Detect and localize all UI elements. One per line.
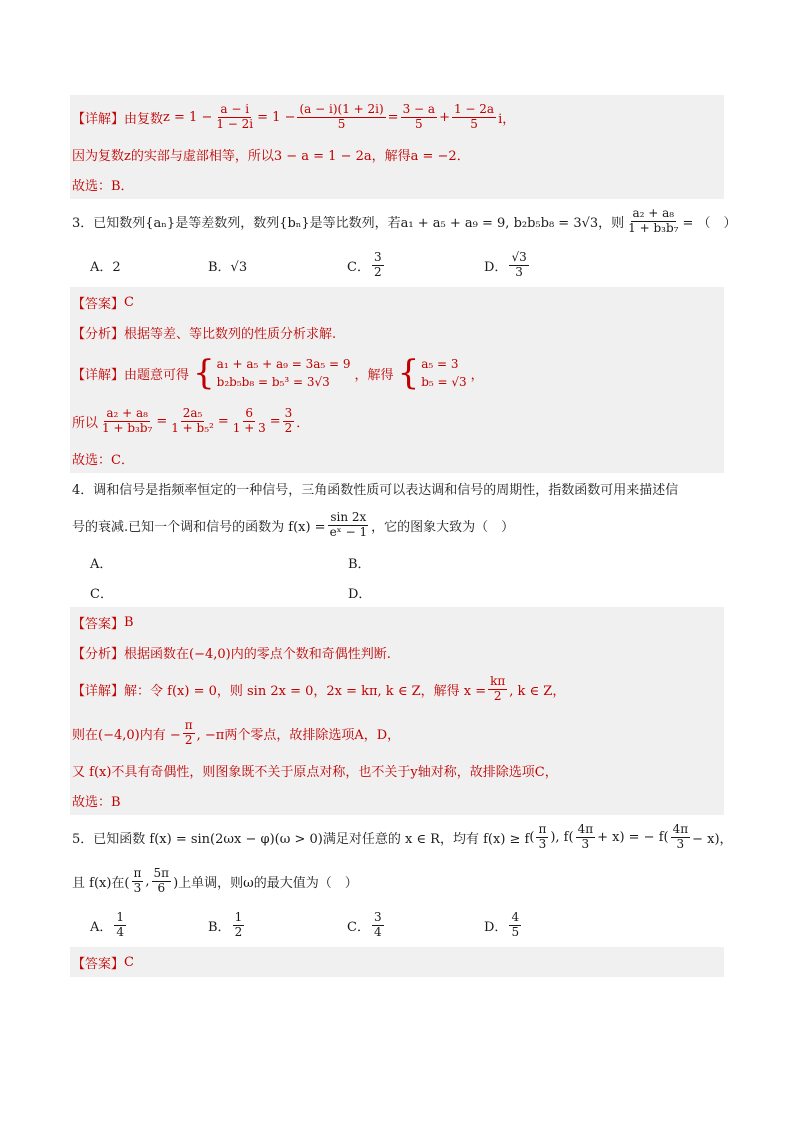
q2-solution-block [70, 95, 724, 199]
document-page [70, 95, 737, 977]
q5-option-c: C． $\frac{3}{4}$ [347, 910, 382, 939]
q3-detail: 【详解】 由题意可得 { a₁ + a₅ + a₉ = 3a₅ = 9 b₂b₅b₈ = b₅³ = 3√3 ，解得 { a₅ = 3 b₅ = √3 ， [72, 353, 484, 393]
q3-solution-block [70, 287, 724, 473]
fraction: $\frac{1 - 2a}{5}$ [453, 102, 495, 131]
q5-option-a: A． $\frac{1}{4}$ [90, 910, 125, 939]
detail-tag: 【详解】 [72, 111, 125, 127]
equation-system: { a₅ = 3 b₅ = √3 [397, 353, 467, 393]
q4-stem-line1: 4．调和信号是指频率恒定的一种信号，三角函数性质可以表达调和信号的周期性，指数函数可用来描述信 [72, 482, 679, 498]
q4-solution-block [70, 607, 724, 815]
q3-options [70, 243, 724, 287]
fraction: $\frac{(a - i)(1 + 2i)}{5}$ [299, 102, 384, 131]
q3-analysis: 【分析】 根据等差、等比数列的性质分析求解. [72, 326, 337, 342]
q5-stem-line2: 且 f(x)在( $\frac{\pi}{3}$ , $\frac{5\pi}{6}$ )上单调，则ω的最大值为（ ） [72, 866, 358, 895]
q3-option-b: B．√3 [208, 259, 248, 275]
q4-final-answer: 故选：B [72, 794, 121, 810]
q3-answer: 【答案】 C [72, 294, 134, 312]
q2-detail-line: 【详解】 由复数 z = 1 − $\frac{a - i}{1 - 2i}$ = 1 − $\frac{(a - i)(1 + 2i)}{5}$ = $\frac{3 - a}{5}$ + $\frac{1 - 2a}{5}$ i， [72, 102, 516, 131]
q5-solution-block [70, 947, 724, 977]
q3-option-d: D． $\frac{√3}{3}$ [484, 250, 527, 279]
q2-final-answer: 故选：B． [72, 178, 134, 194]
q4-option-b: B． [348, 556, 371, 572]
equation-system: { a₁ + a₅ + a₉ = 3a₅ = 9 b₂b₅b₈ = b₅³ = 3√3 [193, 353, 351, 393]
q4-detail-line2: 则在(−4,0)内有 − $\frac{\pi}{2}$ , −π两个零点，故排除选项A，D， [72, 718, 401, 747]
q3-stem: 3．已知数列{aₙ}是等差数列，数列{bₙ}是等比数列，若a₁ + a₅ + a₉ = 9, b₂b₅b₈ = 3√3，则 $\frac{\text{a₂ + a₈}}{\text{1 + b₃b₇}}$ = （ ） [72, 206, 737, 235]
q4-answer: 【答案】 B [72, 614, 134, 632]
q3-option-c: C． $\frac{3}{2}$ [347, 250, 382, 279]
q5-option-d: D． $\frac{4}{5}$ [484, 910, 520, 939]
q5-answer: 【答案】 C [72, 954, 134, 972]
q5-stem-line1: 5．已知函数 f(x) = sin(2ωx − φ)(ω > 0)满足对任意的 x ∈ R，均有 f(x) ≥ f ( $\frac{\pi}{3}$ ) , f ( $\frac{4\pi}{3}$ + x) = − f( $\frac{4\pi}{3}$ − x)， [72, 822, 733, 851]
q3-final-answer: 故选：C． [72, 452, 134, 468]
q4-stem-line2: 号的衰减.已知一个调和信号的函数为 f(x) = $\frac{\sin 2x}{\text{eˣ − 1}}$ ，它的图象大致为（ ） [72, 510, 515, 539]
fraction: $\frac{\text{a₂ + a₈}}{\text{1 + b₃b₇}}$ [628, 206, 679, 235]
fraction: $\frac{a - i}{1 - 2i}$ [216, 102, 254, 131]
q3-option-a: A．2 [90, 259, 121, 275]
q4-option-c: C． [90, 586, 113, 602]
q4-detail-line3: 又 f(x)不具有奇偶性，则图象既不关于原点对称，也不关于y轴对称，故排除选项C， [72, 764, 558, 780]
q4-option-d: D． [348, 586, 372, 602]
q4-options-row2 [70, 577, 724, 607]
q4-analysis: 【分析】 根据函数在(−4,0)内的零点个数和奇偶性判断. [72, 646, 391, 662]
q4-options-row1 [70, 547, 724, 577]
q2-detail-line2: 因为复数z的实部与虚部相等，所以3 − a = 1 − 2a，解得a = −2． [72, 148, 470, 164]
q5-option-b: B． $\frac{1}{2}$ [208, 910, 243, 939]
q4-detail: 【详解】 解：令 f(x) = 0，则 sin 2x = 0，2x = kπ, k ∈ Z，解得 x = $\frac{k\pi}{2}$ , k ∈ Z， [72, 674, 566, 703]
fraction: $\frac{3 - a}{5}$ [402, 102, 436, 131]
q3-conclusion: 所以 $\frac{\text{a₂ + a₈}}{\text{1 + b₃b₇}}$ = $\frac{\text{2a₅}}{\text{1 + b₅²}}$ = $\frac{6}{1 + 3}$ = $\frac{3}{2}$ ． [72, 406, 310, 435]
q5-options [70, 903, 724, 947]
q4-option-a: A． [90, 556, 113, 572]
